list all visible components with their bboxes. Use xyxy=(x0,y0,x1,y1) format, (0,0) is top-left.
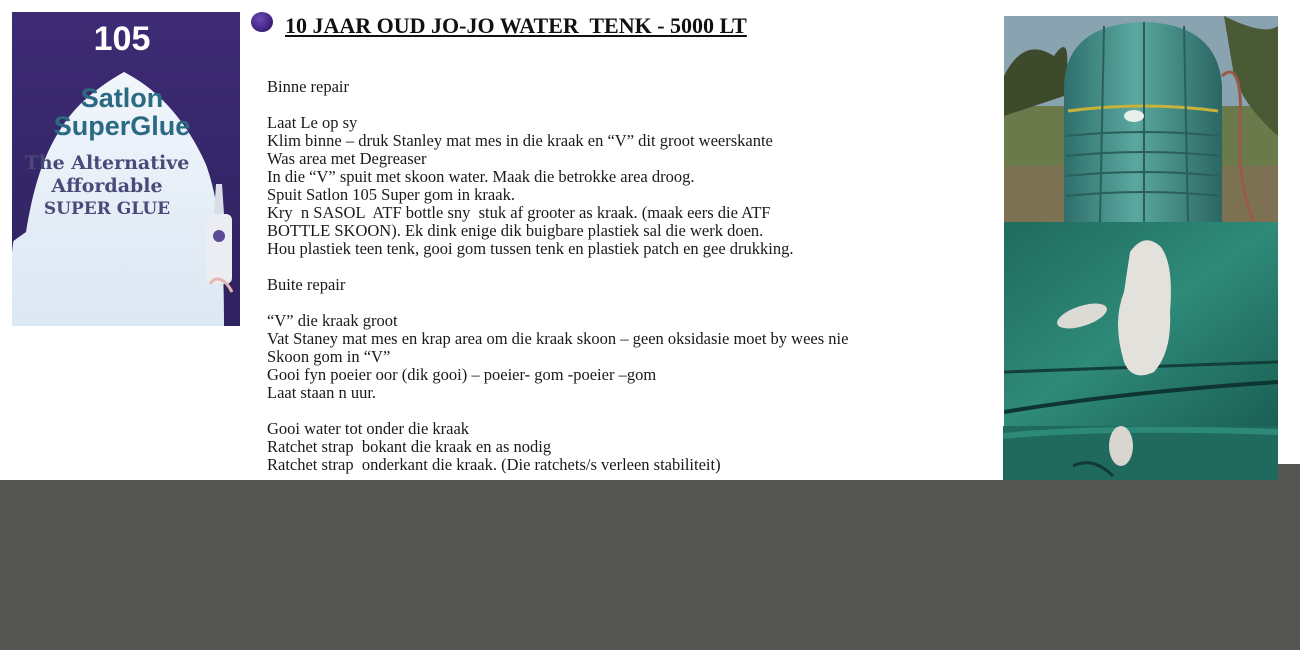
text-line: “V” die kraak groot xyxy=(267,311,398,330)
repair-patch-photo xyxy=(1004,222,1278,426)
text-line: Hou plastiek teen tenk, gooi gom tussen tenk en plastiek patch en gee drukking. xyxy=(267,239,794,258)
text-line: Binne repair xyxy=(267,77,350,96)
page-title: 10 JAAR OUD JO-JO WATER TENK - 5000 LT xyxy=(285,13,747,38)
tagline-line-2: Affordable xyxy=(51,175,163,197)
text-line: Gooi water tot onder die kraak xyxy=(267,419,470,438)
title-bullet-icon xyxy=(251,12,273,32)
tank-detail-photo xyxy=(1003,426,1278,480)
product-number: 105 xyxy=(93,20,151,58)
text-line: Was area met Degreaser xyxy=(267,149,427,168)
text-line: Klim binne – druk Stanley mat mes in die kraak en “V” dit groot weerskante xyxy=(267,131,773,150)
text-line: Kry n SASOL ATF bottle sny stuk af grooter as kraak. (maak eers die ATF xyxy=(267,203,771,222)
brand-line-2: SuperGlue xyxy=(53,111,191,141)
band-notch xyxy=(1278,464,1300,480)
text-line: Ratchet strap bokant die kraak en as nodig xyxy=(267,437,552,456)
text-line xyxy=(267,96,987,114)
brand-line-1: Satlon xyxy=(80,83,164,113)
text-line: BOTTLE SKOON). Ek dink enige dik buigbare plastiek sal die werk doen. xyxy=(267,221,764,240)
text-line: Buite repair xyxy=(267,275,346,294)
text-line: Spuit Satlon 105 Super gom in kraak. xyxy=(267,185,515,204)
text-line: Laat Le op sy xyxy=(267,113,358,132)
text-line xyxy=(267,258,987,276)
text-line: Laat staan n uur. xyxy=(267,383,377,402)
text-line: Vat Staney mat mes en krap area om die kraak skoon – geen oksidasie moet by wees nie xyxy=(267,329,849,348)
tagline-line-1: The Alternative xyxy=(24,152,190,174)
text-line: In die “V” spuit met skoon water. Maak die betrokke area droog. xyxy=(267,167,695,186)
text-line: Ratchet strap onderkant die kraak. (Die ratchets/s verleen stabiliteit) xyxy=(267,455,721,474)
text-line xyxy=(267,402,987,420)
text-line xyxy=(267,294,987,312)
tank-exterior-photo xyxy=(1004,16,1278,222)
tagline-line-3: SUPER GLUE xyxy=(43,199,171,219)
text-line: Skoon gom in “V” xyxy=(267,347,391,366)
glue-bottle-icon xyxy=(196,184,240,294)
bottom-band xyxy=(0,480,1300,650)
repair-instructions xyxy=(267,78,987,474)
satlon-superglue-label xyxy=(12,12,240,326)
text-line: Gooi fyn poeier oor (dik gooi) – poeier- gom -poeier –gom xyxy=(267,365,657,384)
